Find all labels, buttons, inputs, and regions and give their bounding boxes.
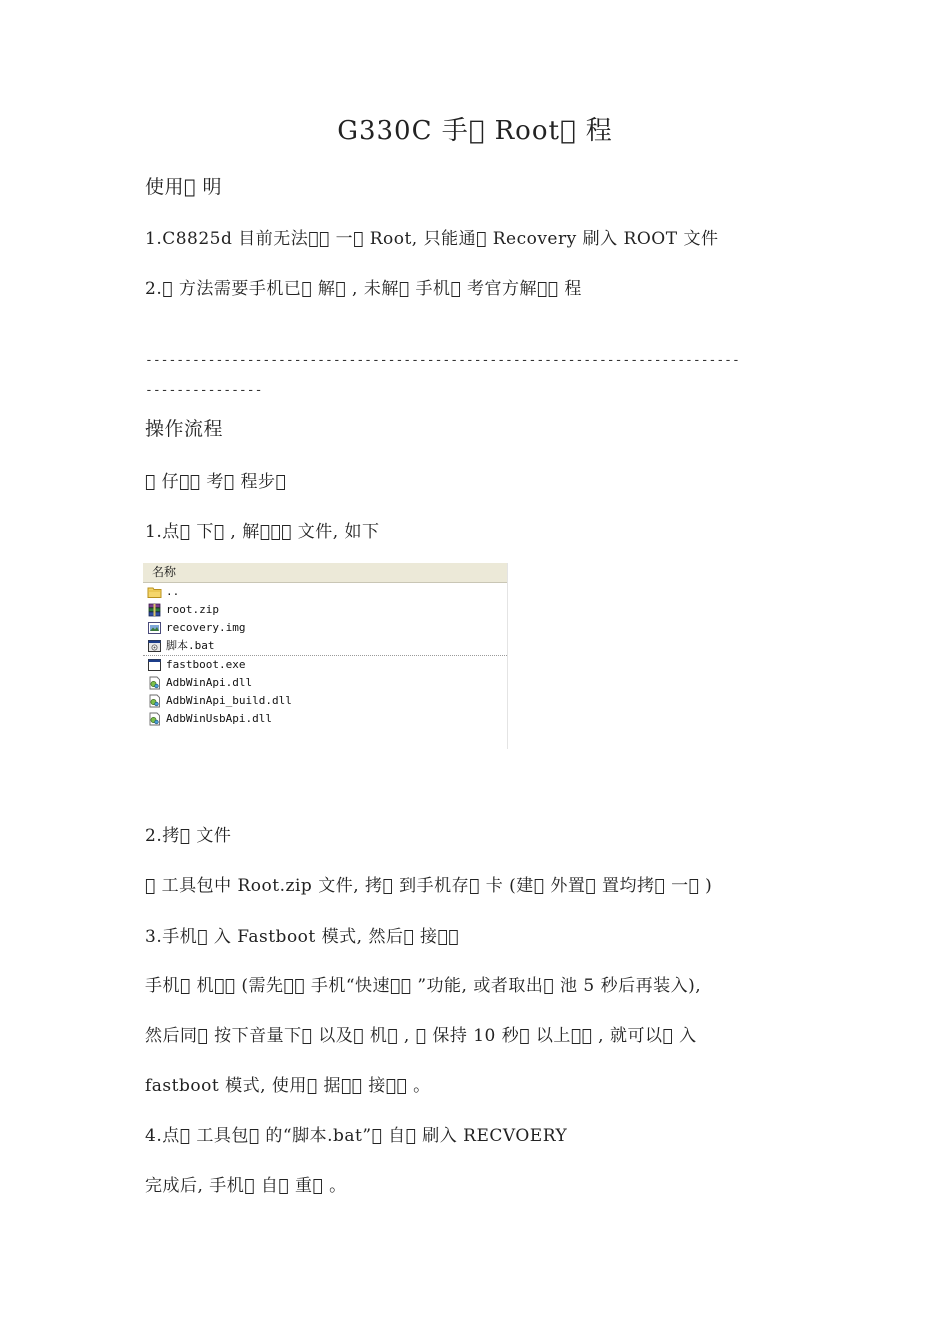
step-1-text: 1.点  下  , 解    文件, 如下	[145, 522, 380, 542]
file-name: fastboot.exe	[166, 658, 246, 671]
file-name: ..	[166, 585, 180, 598]
batch-file-icon	[147, 639, 162, 653]
dll-file-icon	[147, 676, 162, 690]
file-name: AdbWinApi.dll	[166, 676, 253, 689]
step-2-text:   工具包中 Root.zip 文件, 拷  到手机存  卡 (建  外置  置均拷  一  )	[145, 876, 713, 896]
document-title: G330C 手  Root  程	[337, 116, 613, 146]
file-name: 脚本.bat	[166, 639, 215, 652]
file-name: recovery.img	[166, 621, 246, 634]
step-3-line-2: 然后同  按下音量下  以及  机  ,   保持 10 秒  以上   , 就可以  入	[145, 1026, 697, 1046]
usage-heading: 使用  明	[145, 176, 222, 198]
file-row-root-zip[interactable]	[143, 601, 507, 619]
dll-file-icon	[147, 712, 162, 726]
file-row-adbwinapi-dll[interactable]	[143, 674, 507, 692]
file-row-recovery-img[interactable]	[143, 619, 507, 637]
file-row-script-bat[interactable]	[143, 637, 507, 656]
usage-item-2: 2.  方法需要手机已  解  , 未解  手机  考官方解   程	[145, 279, 582, 299]
image-file-icon	[147, 621, 162, 635]
file-name: AdbWinUsbApi.dll	[166, 712, 272, 725]
step-3-line-1: 手机  机   (需先   手机“快速   ”功能, 或者取出  池 5 秒后再装入),	[145, 976, 702, 996]
column-header-name[interactable]: 名称	[143, 563, 507, 583]
step-3-heading: 3.手机  入 Fastboot 模式, 然后  接  	[145, 927, 459, 947]
executable-icon	[147, 658, 162, 672]
step-4-text: 完成后, 手机  自  重  。	[145, 1176, 347, 1196]
file-explorer-list	[143, 563, 508, 749]
separator-line-2: ---------------	[145, 383, 263, 398]
file-row-adbwinapi-build-dll[interactable]	[143, 692, 507, 710]
step-2-heading: 2.拷  文件	[145, 826, 232, 846]
dll-file-icon	[147, 694, 162, 708]
step-3-line-3: fastboot 模式, 使用  据   接   。	[145, 1076, 431, 1096]
file-row-adbwinusbapi-dll[interactable]	[143, 710, 507, 728]
file-row-fastboot-exe[interactable]	[143, 656, 507, 674]
file-row-parent-folder[interactable]	[143, 583, 507, 601]
file-name: root.zip	[166, 603, 219, 616]
steps-intro:   仔   考  程步 	[145, 472, 287, 492]
usage-item-1: 1.C8825d 目前无法   一  Root, 只能通  Recovery 刷入 ROOT 文件	[145, 229, 719, 249]
file-name: AdbWinApi_build.dll	[166, 694, 292, 707]
step-4-heading: 4.点  工具包  的“脚本.bat”  自  刷入 RECVOERY	[145, 1126, 568, 1146]
separator-line-1: ----------------------------------------------------------------------------	[145, 353, 740, 368]
steps-heading: 操作流程	[145, 418, 224, 440]
archive-icon	[147, 603, 162, 617]
folder-icon	[147, 585, 162, 599]
